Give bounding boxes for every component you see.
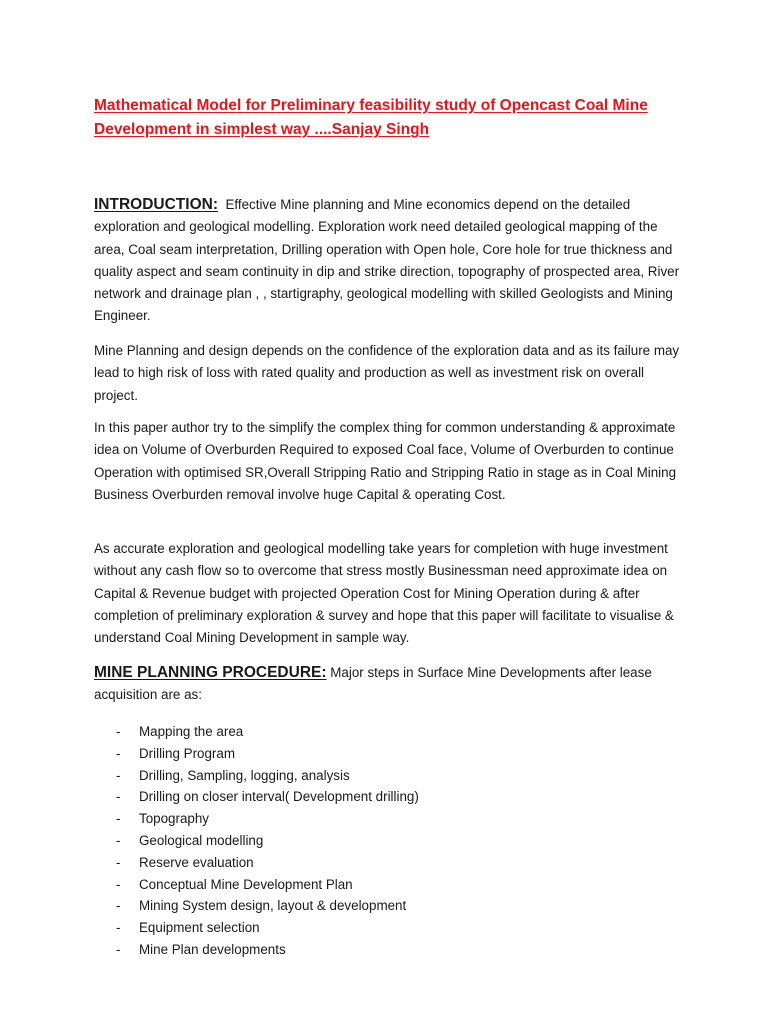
list-item	[94, 830, 419, 852]
list-item-text: Topography	[139, 811, 209, 827]
list-item-text: Mine Plan developments	[139, 941, 286, 957]
list-item-text: Mapping the area	[139, 724, 244, 739]
procedure-paragraph	[94, 662, 684, 707]
list-item	[94, 743, 419, 765]
list-bullet: -	[116, 898, 121, 914]
procedure-heading: MINE PLANNING PROCEDURE:	[94, 664, 327, 681]
procedure-steps-list	[94, 721, 419, 961]
list-item	[94, 721, 419, 743]
list-item	[94, 808, 419, 830]
list-item	[94, 939, 419, 961]
body-paragraph: Mine Planning and design depends on the confidence of the exploration data and as its failure may lead to high risk of loss with rated quality and production as well as investment risk on overall project.	[94, 343, 680, 403]
list-bullet: -	[116, 941, 121, 957]
introduction-heading: INTRODUCTION:	[94, 196, 218, 213]
document-title: Mathematical Model for Preliminary feasibility study of Opencast Coal Mine Development in simplest way ....Sanjay Singh	[94, 97, 648, 138]
list-item-text: Geological modelling	[139, 832, 264, 848]
list-bullet: -	[116, 724, 121, 739]
list-bullet: -	[116, 745, 121, 761]
procedure-text: Major steps in Surface Mine Developments after lease acquisition are as:	[94, 665, 652, 703]
list-item-text: Drilling, Sampling, logging, analysis	[139, 767, 350, 783]
list-item-text: Conceptual Mine Development Plan	[139, 876, 353, 892]
list-bullet: -	[116, 832, 121, 848]
list-bullet: -	[116, 854, 121, 870]
body-paragraph: In this paper author try to the simplify the complex thing for common understanding & approximate idea on Volume of Overburden Required to exposed Coal face, Volume of Overburden to continue Operation with optimised SR,Overall Stripping Ratio and Stripping Ratio in stage as in Coal Mining Business Overburden removal involve huge Capital & operating Cost.	[94, 420, 677, 502]
list-item	[94, 874, 419, 896]
list-bullet: -	[116, 767, 121, 783]
list-bullet: -	[116, 789, 121, 805]
list-item	[94, 786, 419, 808]
list-item-text: Mining System design, layout & development	[139, 898, 407, 914]
introduction-paragraph	[94, 194, 684, 328]
list-bullet: -	[116, 876, 121, 892]
list-bullet: -	[116, 811, 121, 827]
list-item	[94, 917, 419, 939]
list-bullet: -	[116, 920, 121, 936]
list-item	[94, 852, 419, 874]
list-item	[94, 895, 419, 917]
introduction-text: Effective Mine planning and Mine economics depend on the detailed exploration and geological modelling. Exploration work need detailed geological mapping of the area, Coal seam interpretation, Drilling operation with Open hole, Core hole for true thickness and quality aspect and seam continuity in dip and strike direction, topography of prospected area, River network and drainage plan , , startigraphy, geological modelling with skilled Geologists and Mining Engineer.	[94, 197, 680, 324]
body-paragraph: As accurate exploration and geological modelling take years for completion with huge investment without any cash flow so to overcome that stress mostly Businessman need approximate idea on Capital & Revenue budget with projected Operation Cost for Mining Operation during & after completion of preliminary exploration & survey and hope that this paper will facilitate to visualise & understand Coal Mining Development in sample way.	[94, 541, 674, 646]
list-item-text: Drilling on closer interval( Development drilling)	[139, 789, 419, 805]
list-item	[94, 765, 419, 787]
list-item-text: Reserve evaluation	[139, 854, 254, 870]
list-item-text: Drilling Program	[139, 745, 235, 761]
list-item-text: Equipment selection	[139, 920, 260, 936]
